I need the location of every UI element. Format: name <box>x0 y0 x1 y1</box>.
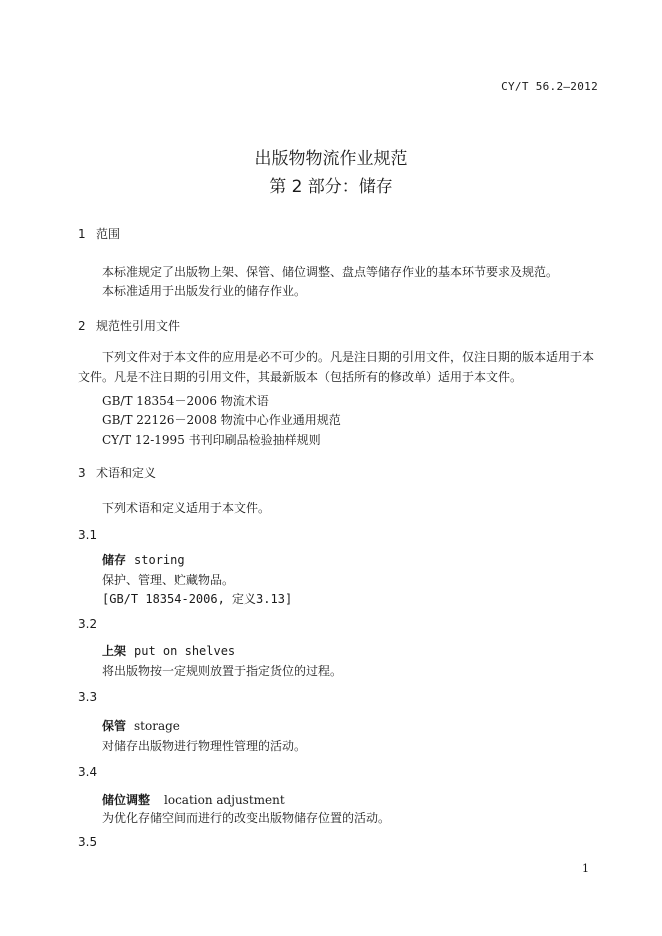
paragraph: 本标准规定了出版物上架、保管、储位调整、盘点等储存作业的基本环节要求及规范。 <box>102 265 559 279</box>
term-en: location adjustment <box>164 793 285 807</box>
document-title: 出版物物流作业规范 <box>254 149 408 169</box>
section-number: 1 <box>78 227 86 241</box>
term-cn: 上架 <box>102 644 127 658</box>
term-definition: 对储存出版物进行物理性管理的活动。 <box>102 739 307 753</box>
section-number: 2 <box>78 319 86 333</box>
term-cn: 保管 <box>102 719 127 733</box>
term-cn: 储位调整 <box>102 793 151 807</box>
term-definition: 为优化存储空间而进行的改变出版物储存位置的活动。 <box>102 811 391 825</box>
term-number: 3.5 <box>78 835 98 849</box>
term-en: storage <box>134 719 180 733</box>
term-heading <box>102 551 185 568</box>
term-definition: 将出版物按一定规则放置于指定货位的过程。 <box>102 664 343 678</box>
paragraph: 下列文件对于本文件的应用是必不可少的。凡是注日期的引用文件，仅注日期的版本适用于本文件。凡是不注日期的引用文件，其最新版本（包括所有的修改单）适用于本文件。 <box>78 350 595 384</box>
section-heading-3 <box>78 464 156 481</box>
paragraph: 下列术语和定义适用于本文件。 <box>102 501 271 515</box>
term-heading <box>102 717 180 734</box>
term-number: 3.4 <box>78 765 98 779</box>
page-number: 1 <box>582 862 589 875</box>
standard-code: CY/T 56.2—2012 <box>501 80 598 93</box>
term-heading <box>102 642 235 659</box>
term-number: 3.3 <box>78 690 98 704</box>
reference-item: GB/T 22126－2008 物流中心作业通用规范 <box>102 413 341 427</box>
paragraph: 本标准适用于出版发行业的储存作业。 <box>102 284 307 298</box>
term-source: [GB/T 18354-2006, 定义3.13] <box>102 592 293 606</box>
term-heading <box>102 791 285 808</box>
section-title: 术语和定义 <box>96 466 157 480</box>
term-number: 3.2 <box>78 617 98 631</box>
section-title: 范围 <box>96 227 121 241</box>
term-number: 3.1 <box>78 528 98 542</box>
reference-item: GB/T 18354－2006 物流术语 <box>102 394 269 408</box>
term-definition: 保护、管理、贮藏物品。 <box>102 573 235 587</box>
term-cn: 储存 <box>102 553 127 567</box>
term-en: storing <box>134 553 185 567</box>
reference-item: CY/T 12-1995 书刊印刷品检验抽样规则 <box>102 433 321 447</box>
section-heading-1 <box>78 225 120 242</box>
section-title: 规范性引用文件 <box>96 319 181 333</box>
term-en: put on shelves <box>134 644 236 658</box>
document-subtitle: 第 2 部分：储存 <box>269 177 393 197</box>
section-heading-2 <box>78 317 180 334</box>
section-number: 3 <box>78 466 86 480</box>
